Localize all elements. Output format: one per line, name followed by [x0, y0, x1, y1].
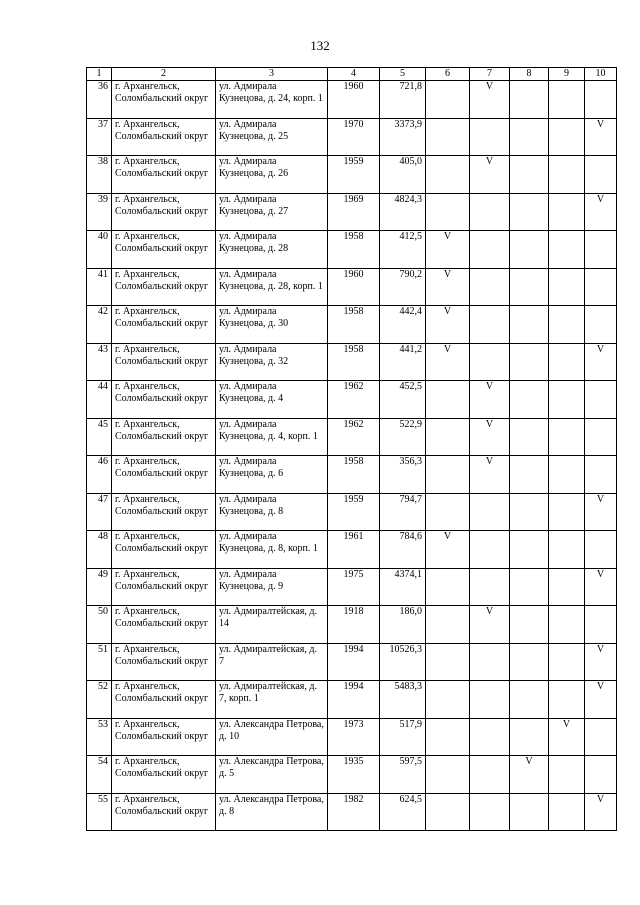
mark-cell-9 — [549, 681, 585, 719]
table-row — [87, 531, 617, 569]
row-number-cell: 40 — [87, 231, 112, 269]
housing-registry-table — [86, 67, 617, 831]
address-cell: ул. Адмирала Кузнецова, д. 4 — [216, 381, 328, 419]
table-row — [87, 193, 617, 231]
mark-cell-10 — [585, 531, 617, 569]
mark-cell-6 — [426, 118, 470, 156]
mark-cell-7 — [470, 793, 510, 831]
mark-cell-9 — [549, 381, 585, 419]
column-header: 1 — [87, 68, 112, 81]
row-number-cell: 47 — [87, 493, 112, 531]
mark-cell-8 — [510, 81, 549, 119]
page-number: 132 — [310, 38, 330, 53]
mark-cell-10: V — [585, 493, 617, 531]
table-row — [87, 418, 617, 456]
area-cell: 442,4 — [380, 306, 426, 344]
mark-cell-6 — [426, 718, 470, 756]
mark-cell-8: V — [510, 756, 549, 794]
row-number-cell: 37 — [87, 118, 112, 156]
area-cell: 597,5 — [380, 756, 426, 794]
mark-cell-7: V — [470, 456, 510, 494]
address-cell: ул. Александра Петрова, д. 5 — [216, 756, 328, 794]
table-row — [87, 81, 617, 119]
mark-cell-9 — [549, 493, 585, 531]
mark-cell-8 — [510, 456, 549, 494]
year-cell: 1958 — [328, 343, 380, 381]
mark-cell-7 — [470, 306, 510, 344]
area-cell: 4824,3 — [380, 193, 426, 231]
year-cell: 1962 — [328, 381, 380, 419]
address-cell: ул. Адмирала Кузнецова, д. 8 — [216, 493, 328, 531]
mark-cell-6 — [426, 606, 470, 644]
location-cell: г. Архангельск, Соломбальский округ — [112, 493, 216, 531]
year-cell: 1918 — [328, 606, 380, 644]
location-cell: г. Архангельск, Соломбальский округ — [112, 793, 216, 831]
mark-cell-7 — [470, 756, 510, 794]
year-cell: 1969 — [328, 193, 380, 231]
location-cell: г. Архангельск, Соломбальский округ — [112, 381, 216, 419]
area-cell: 412,5 — [380, 231, 426, 269]
mark-cell-10: V — [585, 681, 617, 719]
column-header: 3 — [216, 68, 328, 81]
mark-cell-6 — [426, 456, 470, 494]
mark-cell-8 — [510, 156, 549, 194]
mark-cell-8 — [510, 606, 549, 644]
mark-cell-9 — [549, 456, 585, 494]
address-cell: ул. Адмиралтейская, д. 7 — [216, 643, 328, 681]
address-cell: ул. Адмирала Кузнецова, д. 28 — [216, 231, 328, 269]
mark-cell-10 — [585, 606, 617, 644]
mark-cell-10: V — [585, 193, 617, 231]
year-cell: 1958 — [328, 456, 380, 494]
address-cell: ул. Адмирала Кузнецова, д. 32 — [216, 343, 328, 381]
area-cell: 405,0 — [380, 156, 426, 194]
table-row — [87, 643, 617, 681]
mark-cell-6 — [426, 418, 470, 456]
area-cell: 3373,9 — [380, 118, 426, 156]
table-row — [87, 343, 617, 381]
mark-cell-9 — [549, 268, 585, 306]
mark-cell-9 — [549, 343, 585, 381]
mark-cell-10 — [585, 381, 617, 419]
mark-cell-8 — [510, 231, 549, 269]
mark-cell-8 — [510, 681, 549, 719]
row-number-cell: 42 — [87, 306, 112, 344]
table-row — [87, 493, 617, 531]
mark-cell-8 — [510, 118, 549, 156]
mark-cell-6: V — [426, 231, 470, 269]
year-cell: 1960 — [328, 81, 380, 119]
address-cell: ул. Адмирала Кузнецова, д. 6 — [216, 456, 328, 494]
mark-cell-6 — [426, 381, 470, 419]
area-cell: 186,0 — [380, 606, 426, 644]
area-cell: 5483,3 — [380, 681, 426, 719]
row-number-cell: 43 — [87, 343, 112, 381]
mark-cell-7: V — [470, 606, 510, 644]
mark-cell-6 — [426, 81, 470, 119]
year-cell: 1970 — [328, 118, 380, 156]
mark-cell-10 — [585, 231, 617, 269]
mark-cell-7 — [470, 268, 510, 306]
area-cell: 441,2 — [380, 343, 426, 381]
area-cell: 522,9 — [380, 418, 426, 456]
year-cell: 1958 — [328, 306, 380, 344]
table-row — [87, 568, 617, 606]
mark-cell-8 — [510, 568, 549, 606]
row-number-cell: 38 — [87, 156, 112, 194]
area-cell: 517,9 — [380, 718, 426, 756]
row-number-cell: 54 — [87, 756, 112, 794]
mark-cell-9 — [549, 231, 585, 269]
row-number-cell: 55 — [87, 793, 112, 831]
column-header: 10 — [585, 68, 617, 81]
row-number-cell: 39 — [87, 193, 112, 231]
mark-cell-10: V — [585, 643, 617, 681]
mark-cell-8 — [510, 531, 549, 569]
row-number-cell: 49 — [87, 568, 112, 606]
column-header: 8 — [510, 68, 549, 81]
area-cell: 10526,3 — [380, 643, 426, 681]
table-row — [87, 118, 617, 156]
location-cell: г. Архангельск, Соломбальский округ — [112, 718, 216, 756]
column-header: 6 — [426, 68, 470, 81]
mark-cell-9 — [549, 606, 585, 644]
row-number-cell: 51 — [87, 643, 112, 681]
area-cell: 356,3 — [380, 456, 426, 494]
mark-cell-7 — [470, 193, 510, 231]
mark-cell-9 — [549, 118, 585, 156]
area-cell: 4374,1 — [380, 568, 426, 606]
location-cell: г. Архангельск, Соломбальский округ — [112, 268, 216, 306]
table-row — [87, 793, 617, 831]
mark-cell-6 — [426, 756, 470, 794]
table-row — [87, 156, 617, 194]
mark-cell-7 — [470, 718, 510, 756]
year-cell: 1958 — [328, 231, 380, 269]
address-cell: ул. Адмирала Кузнецова, д. 30 — [216, 306, 328, 344]
mark-cell-6 — [426, 568, 470, 606]
mark-cell-7 — [470, 568, 510, 606]
mark-cell-9 — [549, 793, 585, 831]
mark-cell-10 — [585, 156, 617, 194]
mark-cell-9 — [549, 193, 585, 231]
mark-cell-10 — [585, 756, 617, 794]
location-cell: г. Архангельск, Соломбальский округ — [112, 343, 216, 381]
year-cell: 1962 — [328, 418, 380, 456]
mark-cell-6 — [426, 643, 470, 681]
mark-cell-10: V — [585, 568, 617, 606]
year-cell: 1994 — [328, 681, 380, 719]
mark-cell-10: V — [585, 343, 617, 381]
mark-cell-10 — [585, 718, 617, 756]
area-cell: 721,8 — [380, 81, 426, 119]
mark-cell-8 — [510, 268, 549, 306]
mark-cell-7: V — [470, 418, 510, 456]
location-cell: г. Архангельск, Соломбальский округ — [112, 193, 216, 231]
address-cell: ул. Адмирала Кузнецова, д. 25 — [216, 118, 328, 156]
mark-cell-6: V — [426, 306, 470, 344]
column-header: 5 — [380, 68, 426, 81]
mark-cell-6 — [426, 156, 470, 194]
table-row — [87, 681, 617, 719]
year-cell: 1959 — [328, 156, 380, 194]
mark-cell-8 — [510, 793, 549, 831]
mark-cell-9 — [549, 531, 585, 569]
location-cell: г. Архангельск, Соломбальский округ — [112, 231, 216, 269]
area-cell: 784,6 — [380, 531, 426, 569]
address-cell: ул. Адмирала Кузнецова, д. 8, корп. 1 — [216, 531, 328, 569]
mark-cell-7 — [470, 343, 510, 381]
mark-cell-6: V — [426, 268, 470, 306]
location-cell: г. Архангельск, Соломбальский округ — [112, 456, 216, 494]
row-number-cell: 48 — [87, 531, 112, 569]
table-row — [87, 306, 617, 344]
address-cell: ул. Адмиралтейская, д. 14 — [216, 606, 328, 644]
row-number-cell: 46 — [87, 456, 112, 494]
mark-cell-7: V — [470, 81, 510, 119]
mark-cell-8 — [510, 493, 549, 531]
mark-cell-7 — [470, 531, 510, 569]
mark-cell-9 — [549, 643, 585, 681]
row-number-cell: 53 — [87, 718, 112, 756]
location-cell: г. Архангельск, Соломбальский округ — [112, 81, 216, 119]
column-header: 4 — [328, 68, 380, 81]
mark-cell-9 — [549, 81, 585, 119]
mark-cell-6: V — [426, 343, 470, 381]
address-cell: ул. Адмирала Кузнецова, д. 4, корп. 1 — [216, 418, 328, 456]
mark-cell-6 — [426, 793, 470, 831]
mark-cell-8 — [510, 418, 549, 456]
year-cell: 1935 — [328, 756, 380, 794]
area-cell: 452,5 — [380, 381, 426, 419]
mark-cell-7: V — [470, 381, 510, 419]
mark-cell-10 — [585, 268, 617, 306]
row-number-cell: 44 — [87, 381, 112, 419]
location-cell: г. Архангельск, Соломбальский округ — [112, 606, 216, 644]
mark-cell-10 — [585, 81, 617, 119]
year-cell: 1982 — [328, 793, 380, 831]
mark-cell-10 — [585, 306, 617, 344]
mark-cell-9 — [549, 756, 585, 794]
row-number-cell: 52 — [87, 681, 112, 719]
mark-cell-6 — [426, 193, 470, 231]
mark-cell-7 — [470, 118, 510, 156]
mark-cell-9 — [549, 306, 585, 344]
mark-cell-8 — [510, 343, 549, 381]
row-number-cell: 45 — [87, 418, 112, 456]
column-number-header-row — [87, 68, 617, 81]
column-header: 2 — [112, 68, 216, 81]
table-body — [87, 81, 617, 831]
year-cell: 1994 — [328, 643, 380, 681]
mark-cell-7: V — [470, 156, 510, 194]
location-cell: г. Архангельск, Соломбальский округ — [112, 418, 216, 456]
mark-cell-9 — [549, 418, 585, 456]
year-cell: 1960 — [328, 268, 380, 306]
mark-cell-6 — [426, 681, 470, 719]
year-cell: 1959 — [328, 493, 380, 531]
table-row — [87, 756, 617, 794]
address-cell: ул. Адмиралтейская, д. 7, корп. 1 — [216, 681, 328, 719]
address-cell: ул. Адмирала Кузнецова, д. 26 — [216, 156, 328, 194]
year-cell: 1975 — [328, 568, 380, 606]
address-cell: ул. Александра Петрова, д. 8 — [216, 793, 328, 831]
row-number-cell: 36 — [87, 81, 112, 119]
location-cell: г. Архангельск, Соломбальский округ — [112, 118, 216, 156]
mark-cell-7 — [470, 643, 510, 681]
column-header: 9 — [549, 68, 585, 81]
mark-cell-9 — [549, 156, 585, 194]
table-row — [87, 606, 617, 644]
table-row — [87, 268, 617, 306]
mark-cell-10: V — [585, 118, 617, 156]
mark-cell-8 — [510, 381, 549, 419]
row-number-cell: 41 — [87, 268, 112, 306]
mark-cell-10 — [585, 418, 617, 456]
mark-cell-9: V — [549, 718, 585, 756]
area-cell: 790,2 — [380, 268, 426, 306]
mark-cell-9 — [549, 568, 585, 606]
location-cell: г. Архангельск, Соломбальский округ — [112, 681, 216, 719]
table-row — [87, 381, 617, 419]
location-cell: г. Архангельск, Соломбальский округ — [112, 643, 216, 681]
address-cell: ул. Александра Петрова, д. 10 — [216, 718, 328, 756]
mark-cell-8 — [510, 193, 549, 231]
address-cell: ул. Адмирала Кузнецова, д. 9 — [216, 568, 328, 606]
year-cell: 1973 — [328, 718, 380, 756]
mark-cell-8 — [510, 306, 549, 344]
column-header: 7 — [470, 68, 510, 81]
address-cell: ул. Адмирала Кузнецова, д. 24, корп. 1 — [216, 81, 328, 119]
mark-cell-10 — [585, 456, 617, 494]
mark-cell-7 — [470, 231, 510, 269]
mark-cell-7 — [470, 681, 510, 719]
table-row — [87, 231, 617, 269]
address-cell: ул. Адмирала Кузнецова, д. 28, корп. 1 — [216, 268, 328, 306]
location-cell: г. Архангельск, Соломбальский округ — [112, 756, 216, 794]
row-number-cell: 50 — [87, 606, 112, 644]
mark-cell-10: V — [585, 793, 617, 831]
mark-cell-8 — [510, 718, 549, 756]
address-cell: ул. Адмирала Кузнецова, д. 27 — [216, 193, 328, 231]
table-row — [87, 718, 617, 756]
area-cell: 624,5 — [380, 793, 426, 831]
area-cell: 794,7 — [380, 493, 426, 531]
mark-cell-8 — [510, 643, 549, 681]
year-cell: 1961 — [328, 531, 380, 569]
table-row — [87, 456, 617, 494]
location-cell: г. Архангельск, Соломбальский округ — [112, 306, 216, 344]
location-cell: г. Архангельск, Соломбальский округ — [112, 156, 216, 194]
location-cell: г. Архангельск, Соломбальский округ — [112, 568, 216, 606]
mark-cell-7 — [470, 493, 510, 531]
mark-cell-6: V — [426, 531, 470, 569]
location-cell: г. Архангельск, Соломбальский округ — [112, 531, 216, 569]
mark-cell-6 — [426, 493, 470, 531]
